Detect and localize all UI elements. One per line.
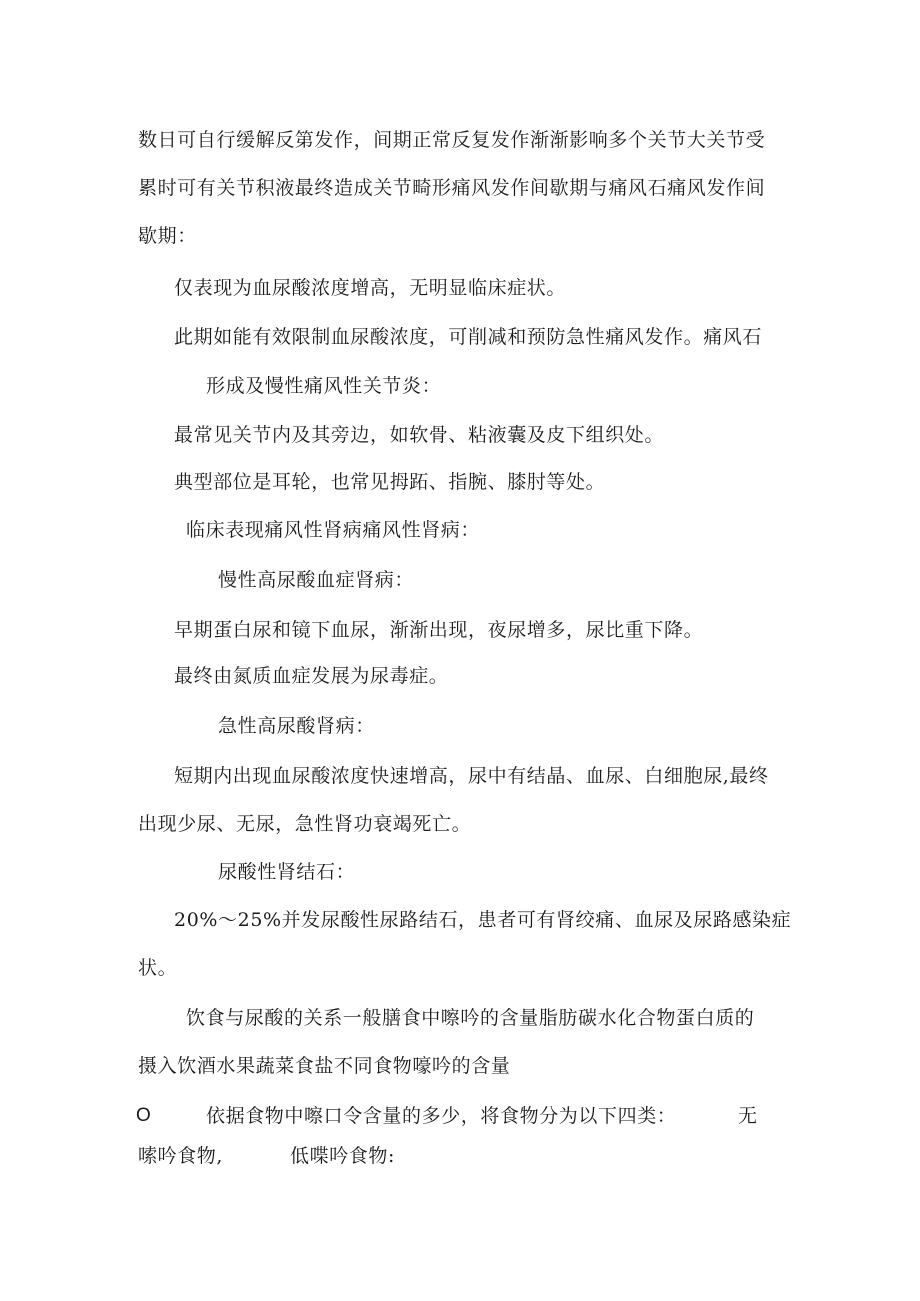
section-heading: 临床表现痛风性肾病痛风性肾病： (186, 519, 481, 541)
paragraph-line: 依据食物中嚓口令含量的多少，将食物分为以下四类： (206, 1105, 677, 1127)
paragraph-line: 嗦吟食物, (138, 1145, 224, 1167)
list-marker: O (136, 1105, 152, 1126)
paragraph-line: 低喋吟食物: (290, 1145, 396, 1167)
section-heading: 急性高尿酸肾病： (218, 715, 375, 737)
paragraph-line: 累时可有关节积液最终造成关节畸形痛风发作间歇期与痛风石痛风发作间 (138, 177, 766, 199)
paragraph-line: 最终由氮质血症发展为尿毒症。 (174, 665, 449, 687)
paragraph-line: 无 (738, 1105, 758, 1127)
section-heading: 形成及慢性痛风性关节炎： (206, 375, 442, 397)
paragraph-line: 此期如能有效限制血尿酸浓度，可削减和预防急性痛风发作。痛风石 (174, 326, 763, 348)
paragraph-line: 出现少尿、无尿，急性肾功衰竭死亡。 (138, 813, 472, 835)
paragraph-line: 歇期： (138, 225, 197, 247)
paragraph-line: 最常见关节内及其旁边，如软骨、粘液囊及皮下组织处。 (174, 424, 665, 446)
section-heading: 尿酸性肾结石： (218, 861, 356, 883)
paragraph-line: 仅表现为血尿酸浓度增高，无明显临床症状。 (174, 277, 567, 299)
paragraph-line: 早期蛋白尿和镜下血尿，渐渐出现，夜尿增多，尿比重下降。 (174, 619, 704, 641)
paragraph-line: 饮食与尿酸的关系一般膳食中嚓吟的含量脂肪碳水化合物蛋白质的 (186, 1007, 755, 1029)
paragraph-line: 短期内出现血尿酸浓度快速增高，尿中有结晶、血尿、白细胞尿,最终 (174, 765, 769, 787)
paragraph-line: 数日可自行缓解反第发作，间期正常反复发作渐渐影响多个关节大关节受 (138, 129, 766, 151)
section-heading: 慢性高尿酸血症肾病： (218, 569, 415, 591)
paragraph-line: 状。 (138, 957, 178, 979)
paragraph-line: 20%〜25%并发尿酸性尿路结石，患者可有肾绞痛、血尿及尿路感染症 (174, 909, 792, 931)
paragraph-line: 摄入饮酒水果蔬菜食盐不同食物嚎吟的含量 (138, 1055, 511, 1077)
paragraph-line: 典型部位是耳轮，也常见拇跖、指腕、膝肘等处。 (174, 471, 606, 493)
